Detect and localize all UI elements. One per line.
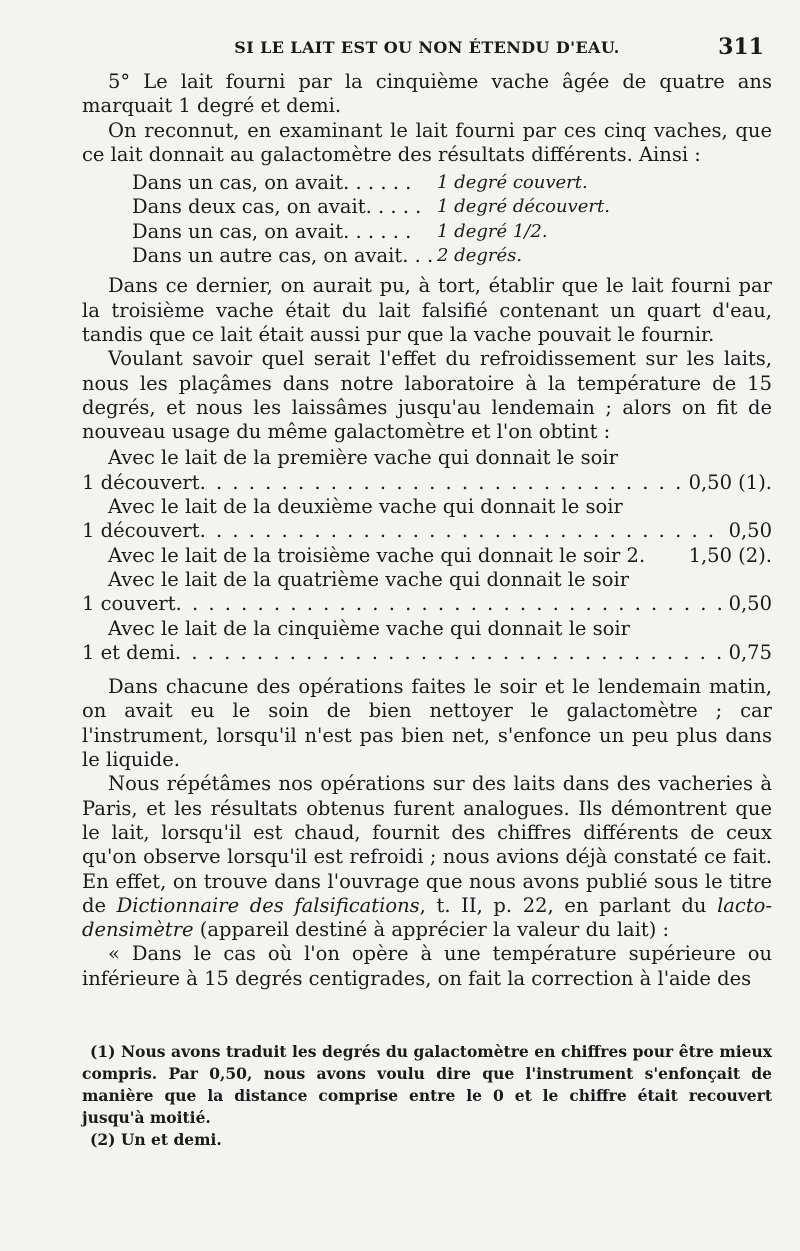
paragraph-7: « Dans le cas où l'on opère à une température supérieure ou inférieure à 15 degrés centigrades, on fait la correction à l'aide des bbox=[82, 942, 772, 990]
table-row bbox=[132, 171, 772, 195]
paragraph-3: Dans ce dernier, on aurait pu, à tort, établir que le lait fourni par la troisième vache était du lait falsifié contenant un quart d'eau, tandis que ce lait était aussi pur que la vache pouvait le fournir. bbox=[82, 274, 772, 346]
p6-text-a: Nous répétâmes nos opérations sur des laits dans des vacheries à Paris, et les résultats obtenus furent analogues. Ils démontrent que le lait, lorsqu'il est chaud, fournit des chiffres différents de ceux qu'on observe lorsqu'il est refroidi ; nous avions déjà constaté ce fait. En effet, on trouve dans l'ouvrage que nous avons publié sous le titre de bbox=[82, 772, 772, 917]
page-number: 311 bbox=[718, 34, 764, 60]
result-value: 0,75 bbox=[728, 640, 772, 664]
result-text: Avec le lait de la quatrième vache qui donnait le soir bbox=[108, 567, 630, 591]
results-list bbox=[82, 446, 772, 665]
case-value: 2 degrés. bbox=[437, 245, 523, 267]
result-cont: 1 couvert bbox=[82, 592, 176, 616]
result-value: 0,50 bbox=[728, 519, 772, 543]
case-label: Dans deux cas, on avait. . . . . bbox=[132, 195, 422, 219]
result-text: Avec le lait de la première vache qui donnait le soir bbox=[108, 446, 618, 470]
footnotes bbox=[82, 1041, 772, 1151]
result-row bbox=[82, 592, 772, 616]
p6-text-b: , t. II, p. 22, en parlant du bbox=[419, 893, 707, 917]
case-label: Dans un cas, on avait. . . . . . bbox=[132, 171, 412, 195]
table-row bbox=[132, 220, 772, 244]
paragraph-4: Voulant savoir quel serait l'effet du refroidissement sur les laits, nous les plaçâmes dans notre laboratoire à la température de 15 degrés, et nous les laissâmes jusqu'au lendemain ; alors on fit de nouveau usage du même galactomètre et l'on obtint : bbox=[82, 347, 772, 444]
paragraph-5: Dans chacune des opérations faites le soir et le lendemain matin, on avait eu le soin de bien nettoyer le galactomètre ; car l'instrument, lorsqu'il n'est pas bien net, s'enfonce un peu plus dans le liquide. bbox=[82, 675, 772, 772]
result-text: Avec le lait de la deuxième vache qui donnait le soir bbox=[108, 495, 623, 519]
case-label: Dans un cas, on avait. . . . . . bbox=[132, 219, 412, 243]
result-value: 0,50 (1). bbox=[688, 470, 772, 494]
result-value: 1,50 (2). bbox=[688, 543, 772, 567]
result-value: 0,50 bbox=[728, 592, 772, 616]
table-row bbox=[132, 244, 772, 268]
result-text: Avec le lait de la cinquième vache qui donnait le soir bbox=[108, 616, 630, 640]
paragraph-6 bbox=[82, 772, 772, 942]
p6-text-c: (appareil destiné à apprécier la valeur du lait) : bbox=[199, 918, 670, 942]
result-cont: 1 découvert bbox=[82, 470, 200, 494]
result-text: Avec le lait de la troisième vache qui donnait le soir 2. bbox=[108, 543, 646, 567]
case-value: 1 degré 1/2. bbox=[437, 220, 548, 242]
result-cont: 1 et demi bbox=[82, 640, 175, 664]
cases-table bbox=[132, 171, 772, 268]
result-row bbox=[82, 471, 772, 495]
paragraph-2: On reconnut, en examinant le lait fourni par ces cinq vaches, que ce lait donnait au galactomètre des résultats différents. Ainsi : bbox=[82, 118, 772, 166]
case-label: Dans un autre cas, on avait. . . bbox=[132, 244, 434, 268]
running-head: SI LE LAIT EST OU NON ÉTENDU D'EAU. bbox=[234, 38, 620, 57]
result-row bbox=[82, 519, 772, 543]
instrument-term: lacto-densimètre bbox=[82, 893, 773, 942]
body-text bbox=[82, 70, 772, 991]
result-row bbox=[82, 544, 772, 568]
paragraph-1: 5° Le lait fourni par la cinquième vache âgée de quatre ans marquait 1 degré et demi. bbox=[82, 70, 772, 118]
case-value: 1 degré découvert. bbox=[437, 196, 610, 218]
footnote-1: (1) Nous avons traduit les degrés du galactomètre en chiffres pour être mieux compris. Par 0,50, nous avons voulu dire que l'instrument s'enfonçait de manière que la distance comprise entre le 0 et le chiffre était recouvert jusqu'à moitié. bbox=[82, 1042, 772, 1127]
table-row bbox=[132, 195, 772, 219]
result-row bbox=[82, 641, 772, 665]
footnote-2: (2) Un et demi. bbox=[90, 1130, 222, 1149]
result-cont: 1 découvert bbox=[82, 519, 200, 543]
case-value: 1 degré couvert. bbox=[437, 172, 588, 194]
book-title: Dictionnaire des falsifications bbox=[116, 893, 420, 917]
page-header bbox=[82, 34, 772, 64]
